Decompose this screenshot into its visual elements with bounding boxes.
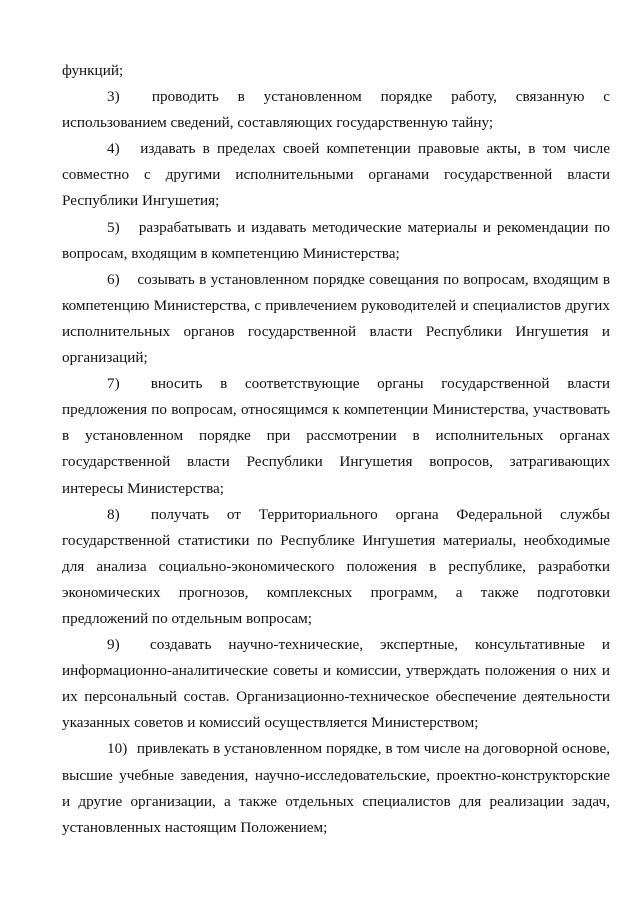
list-item-10 bbox=[62, 736, 610, 840]
item-number: 7) bbox=[107, 375, 120, 393]
item-text: издавать в пределах своей компетенции правовые акты, в том числе совместно с другими исполнительными органами государственной власти Республики Ингушетия; bbox=[62, 140, 611, 210]
list-item-4 bbox=[62, 136, 610, 214]
list-item-9 bbox=[62, 632, 610, 736]
item-text: проводить в установленном порядке работу, связанную с использованием сведений, составляющих государственную тайну; bbox=[62, 88, 610, 132]
item-number: 8) bbox=[107, 505, 120, 523]
list-item-3 bbox=[62, 84, 610, 136]
paragraph-text: функций; bbox=[62, 62, 124, 79]
item-number: 5) bbox=[107, 218, 120, 236]
item-text: привлекать в установленном порядке, в том числе на договорной основе, высшие учебные заведения, научно-исследовательские, проектно-конструкторские и другие организации, а также отдельных специалистов для реализации задач, установленных настоящим Положением; bbox=[62, 740, 610, 836]
paragraph-continuation bbox=[62, 58, 610, 84]
item-text: получать от Территориального органа Федеральной службы государственной статистики по Республике Ингушетия материалы, необходимые для анализа социально-экономического положения в республике, разработки экономических прогнозов, комплексных программ, а также подготовки предложений по отдельным вопросам; bbox=[62, 505, 610, 627]
item-text: создавать научно-технические, экспертные, консультативные и информационно-аналитические советы и комиссии, утверждать положения о них и их персональный состав. Организационно-техническое обеспечение деятельности указанных советов и комиссий осуществляется Министерством; bbox=[62, 636, 610, 732]
item-number: 3) bbox=[107, 88, 120, 106]
list-item-5 bbox=[62, 215, 610, 267]
item-text: созывать в установленном порядке совещания по вопросам, входящим в компетенцию Министерства, с привлечением руководителей и специалистов других исполнительных органов государственной власти Республики Ингушетия и организаций; bbox=[62, 270, 610, 367]
item-text: вносить в соответствующие органы государственной власти предложения по вопросам, относящимся к компетенции Министерства, участвовать в установленном порядке при рассмотрении в исполнительных органах государственной власти Республики Ингушетия вопросов, затрагивающих интересы Министерства; bbox=[62, 375, 611, 497]
item-number: 6) bbox=[107, 270, 120, 288]
document-page bbox=[62, 58, 610, 841]
list-item-7 bbox=[62, 371, 610, 501]
list-item-8 bbox=[62, 502, 610, 632]
item-number: 9) bbox=[107, 636, 120, 654]
item-number: 10) bbox=[107, 740, 128, 758]
item-text: разрабатывать и издавать методические материалы и рекомендации по вопросам, входящим в компетенцию Министерства; bbox=[62, 218, 610, 262]
list-item-6 bbox=[62, 267, 610, 371]
item-number: 4) bbox=[107, 140, 120, 158]
